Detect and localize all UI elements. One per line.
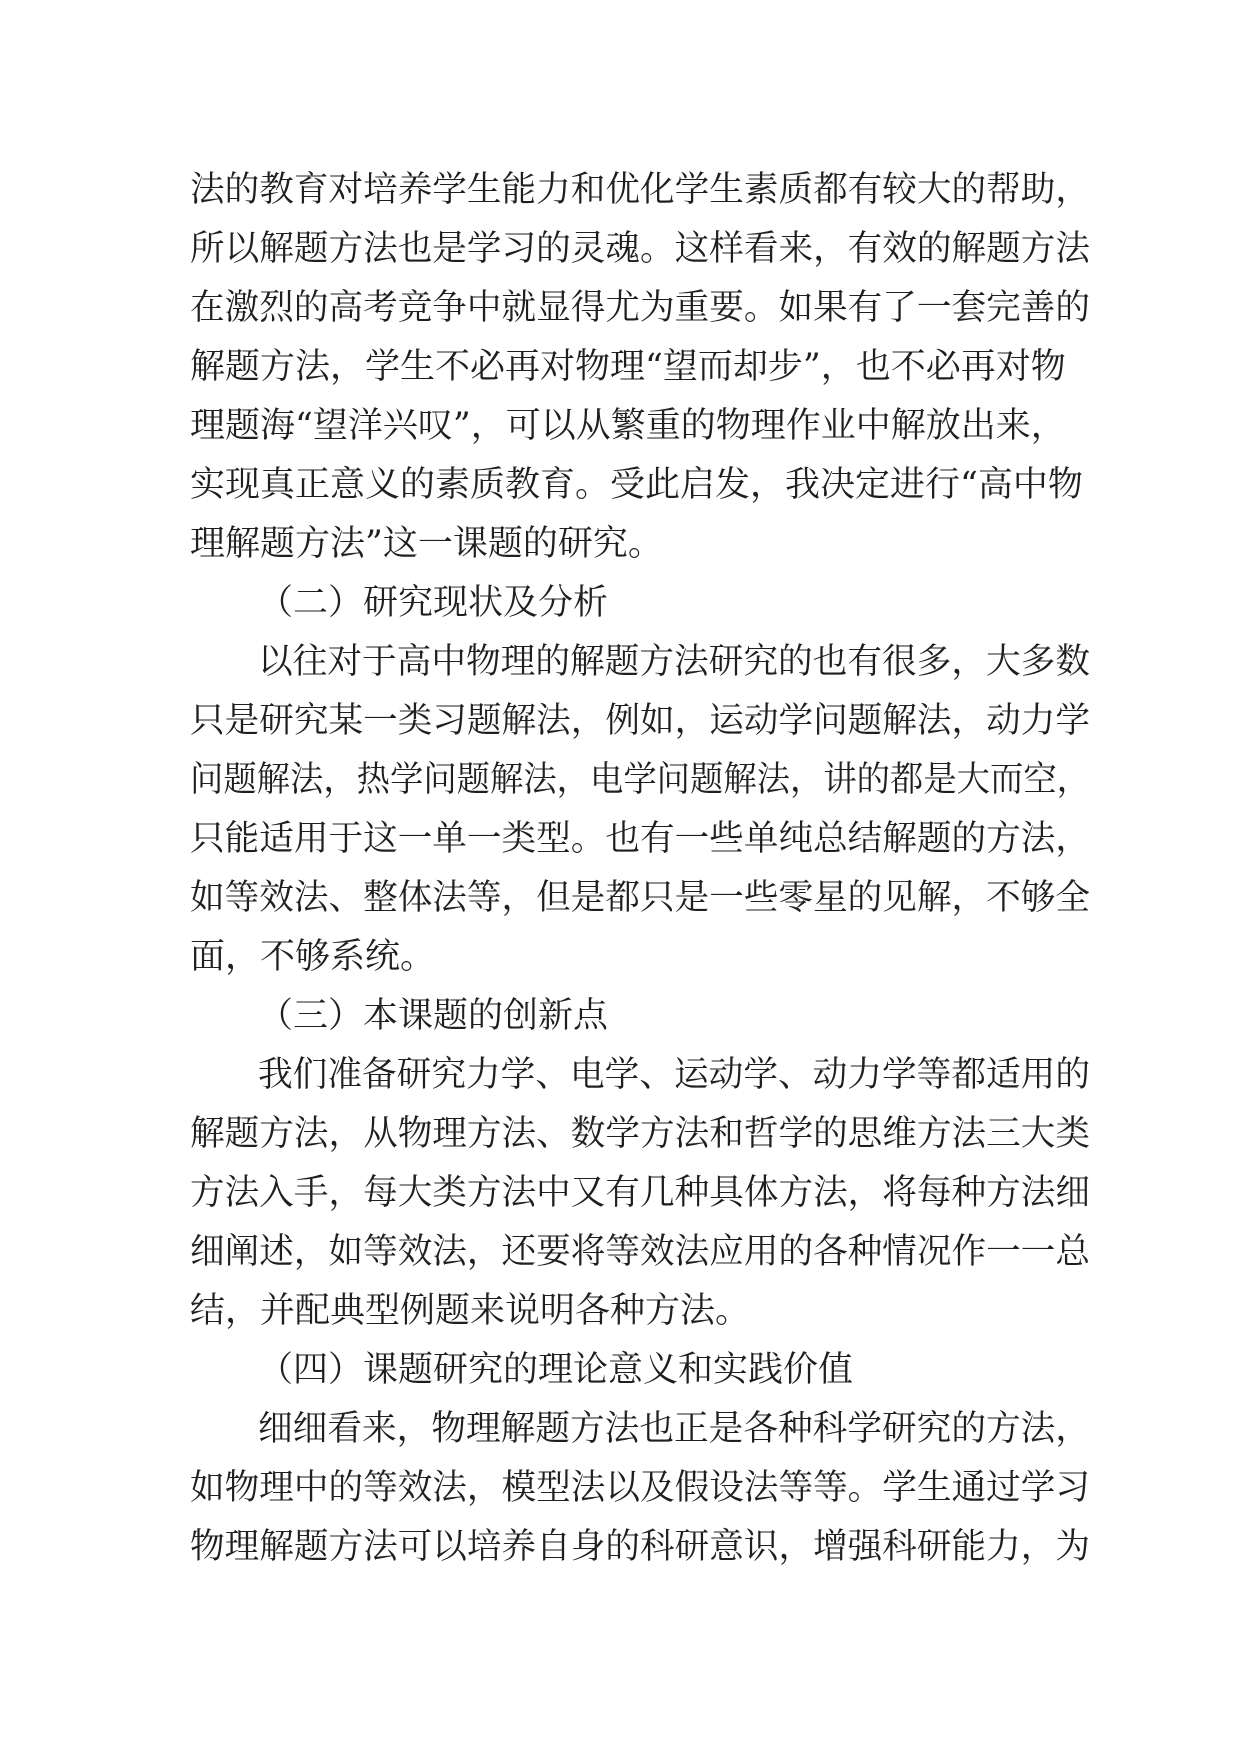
body-text-line: 法的教育对培养学生能力和优化学生素质都有较大的帮助，: [190, 170, 1091, 210]
body-text-line: 理题海“望洋兴叹”，可以从繁重的物理作业中解放出来，: [190, 406, 1066, 446]
body-text-line: 结，并配典型例题来说明各种方法。: [190, 1291, 751, 1331]
body-text-line: 问题解法，热学问题解法，电学问题解法，讲的都是大而空，: [190, 760, 1091, 800]
section-heading: （三）本课题的创新点: [258, 996, 609, 1036]
body-text-line: 面，不够系统。: [190, 937, 436, 977]
section-heading: （二）研究现状及分析: [258, 583, 609, 623]
body-text-line: 理解题方法”这一课题的研究。: [190, 524, 663, 564]
body-text-line: 实现真正意义的素质教育。受此启发，我决定进行“高中物: [190, 465, 1083, 505]
body-text-line: 细阐述，如等效法，还要将等效法应用的各种情况作一一总: [190, 1232, 1091, 1272]
body-text-line: 在激烈的高考竞争中就显得尤为重要。如果有了一套完善的: [190, 288, 1091, 328]
body-text-line: 物理解题方法可以培养自身的科研意识，增强科研能力，为: [190, 1527, 1091, 1567]
body-text-line: 解题方法，学生不必再对物理“望而却步”，也不必再对物: [190, 347, 1066, 387]
body-text-line: 解题方法，从物理方法、数学方法和哲学的思维方法三大类: [190, 1114, 1091, 1154]
body-text-line: 只是研究某一类习题解法，例如，运动学问题解法，动力学: [190, 701, 1091, 741]
body-text-line: 我们准备研究力学、电学、运动学、动力学等都适用的: [258, 1055, 1091, 1095]
body-text-line: 如物理中的等效法，模型法以及假设法等等。学生通过学习: [190, 1468, 1091, 1508]
section-heading: （四）课题研究的理论意义和实践价值: [258, 1350, 854, 1390]
body-text-line: 方法入手，每大类方法中又有几种具体方法，将每种方法细: [190, 1173, 1091, 1213]
body-text-line: 细细看来，物理解题方法也正是各种科学研究的方法，: [258, 1409, 1091, 1449]
body-text-line: 所以解题方法也是学习的灵魂。这样看来，有效的解题方法: [190, 229, 1091, 269]
body-text-line: 如等效法、整体法等，但是都只是一些零星的见解，不够全: [190, 878, 1091, 918]
body-text-line: 只能适用于这一单一类型。也有一些单纯总结解题的方法，: [190, 819, 1091, 859]
body-text-line: 以往对于高中物理的解题方法研究的也有很多，大多数: [258, 642, 1091, 682]
